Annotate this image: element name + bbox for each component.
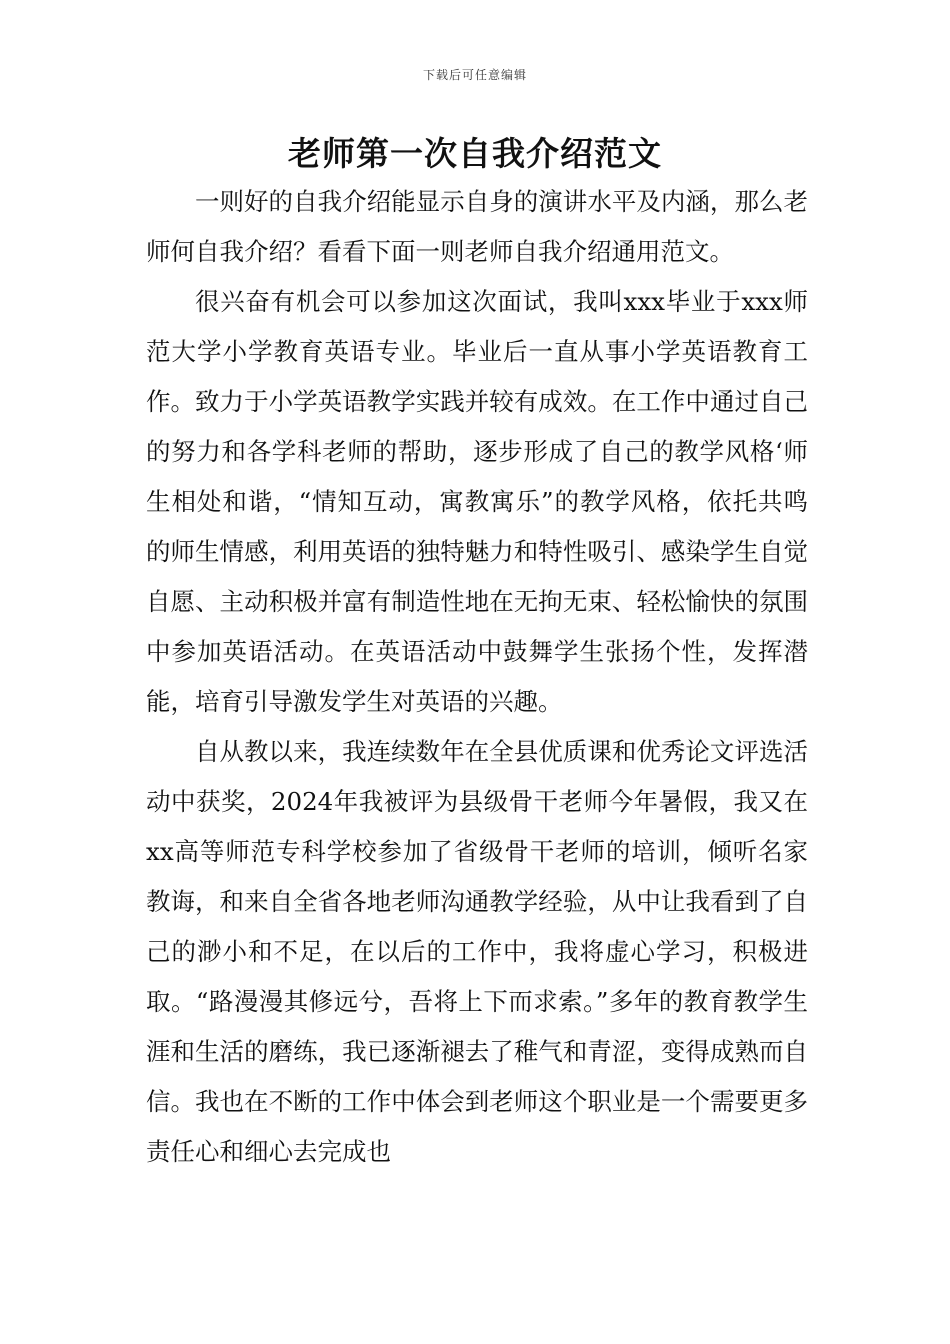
header-note: 下载后可任意编辑 xyxy=(422,68,527,82)
paragraph-achievements: 自从教以来，我连续数年在全县优质课和优秀论文评选活动中获奖，2024年我被评为县级骨干老师今年暑假，我又在xx高等师范专科学校参加了省级骨干老师的培训，倾听名家教诲，和来自全省各地老师沟通教学经验，从中让我看到了自己的渺小和不足，在以后的工作中，我将虚心学习，积极进取。“路漫漫其修远兮，吾将上下而求索。”多年的教育教学生涯和生活的磨练，我已逐渐褪去了稚气和青涩，变得成熟而自信。我也在不断的工作中体会到老师这个职业是一个需要更多责任心和细心去完成也 xyxy=(146,737,808,1166)
document-body xyxy=(146,177,808,1177)
paragraph-intro: 一则好的自我介绍能显示自身的演讲水平及内涵，那么老师何自我介绍？看看下面一则老师自我介绍通用范文。 xyxy=(146,187,808,266)
paragraph-background: 很兴奋有机会可以参加这次面试，我叫xxx毕业于xxx师范大学小学教育英语专业。毕业后一直从事小学英语教育工作。致力于小学英语教学实践并较有成效。在工作中通过自己的努力和各学科老师的帮助，逐步形成了自己的教学风格‘师生相处和谐，“情知互动，寓教寓乐”的教学风格，依托共鸣的师生情感，利用英语的独特魅力和特性吸引、感染学生自觉自愿、主动积极并富有制造性地在无拘无束、轻松愉快的氛围中参加英语活动。在英语活动中鼓舞学生张扬个性，发挥潜能，培育引导激发学生对英语的兴趣。 xyxy=(146,287,808,716)
page-title: 老师第一次自我介绍范文 xyxy=(288,134,662,173)
